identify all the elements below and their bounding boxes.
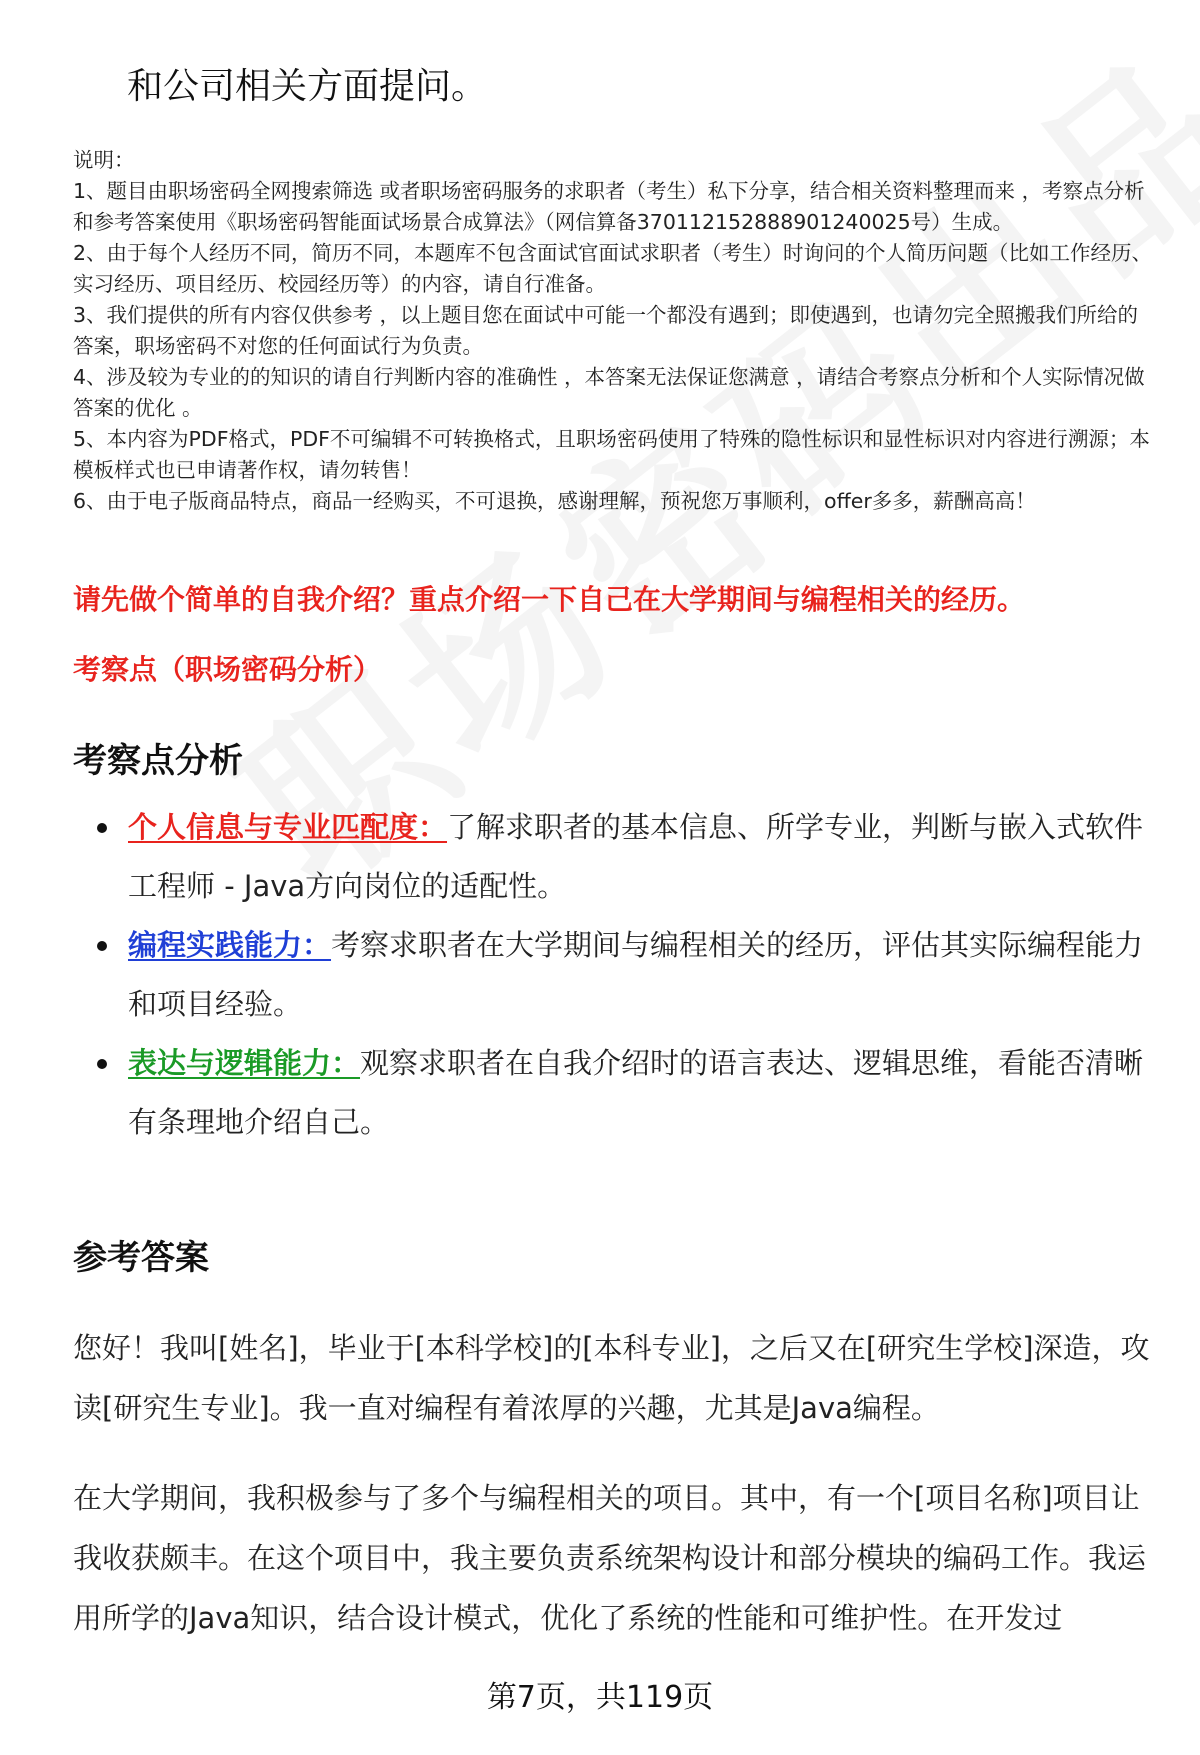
analysis-item-label: 表达与逻辑能力： <box>128 1046 361 1080</box>
bullet-icon <box>97 1059 107 1069</box>
page-number: 第7页，共119页 <box>486 1680 714 1715</box>
answer-paragraph: 在大学期间，我积极参与了多个与编程相关的项目。其中，有一个[项目名称]项目让我收获颇丰。在这个项目中，我主要负责系统架构设计和部分模块的编码工作。我运用所学的Java知识，结合设计模式，优化了系统的性能和可维护性。在开发过 <box>73 1481 1147 1635</box>
answer-paragraph: 您好！我叫[姓名]，毕业于[本科学校]的[本科专业]，之后又在[研究生学校]深造，攻读[研究生专业]。我一直对编程有着浓厚的兴趣，尤其是Java编程。 <box>73 1331 1150 1425</box>
note-item: 1、题目由职场密码全网搜索筛选 或者职场密码服务的求职者（考生）私下分享，结合相关资料整理而来 ，考察点分析和参考答案使用《职场密码智能面试场景合成算法》（网信算备370112152888901240025号）生成。 <box>73 179 1145 234</box>
analysis-item <box>95 798 1160 916</box>
analysis-list <box>95 798 1160 1152</box>
notes-block <box>73 145 1155 517</box>
note-item: 3、我们提供的所有内容仅供参考 ，以上题目您在面试中可能一个都没有遇到；即使遇到，也请勿完全照搬我们所给的答案，职场密码不对您的任何面试行为负责。 <box>73 303 1139 358</box>
notes-heading: 说明： <box>73 148 135 172</box>
note-item: 6、由于电子版商品特点，商品一经购买，不可退换，感谢理解，预祝您万事顺利，offer多多，薪酬高高！ <box>73 489 1036 513</box>
continued-text: 和公司相关方面提问。 <box>127 66 488 107</box>
analysis-subtitle: 考察点（职场密码分析） <box>73 653 382 686</box>
analysis-item-text: 观察求职者在自我介绍时的语言表达、逻辑思维，看能否清晰有条理地介绍自己。 <box>128 1046 1144 1139</box>
bullet-icon <box>97 941 107 951</box>
answer-heading: 参考答案 <box>73 1238 209 1278</box>
note-item: 4、涉及较为专业的的知识的请自行判断内容的准确性 ，本答案无法保证您满意 ，请结合考察点分析和个人实际情况做答案的优化 。 <box>73 365 1145 420</box>
note-item: 2、由于每个人经历不同，简历不同，本题库不包含面试官面试求职者（考生）时询问的个人简历问题（比如工作经历、实习经历、项目经历、校园经历等）的内容，请自行准备。 <box>73 241 1153 296</box>
analysis-item <box>95 916 1160 1034</box>
analysis-heading: 考察点分析 <box>73 741 243 781</box>
answer-body <box>73 1318 1163 1678</box>
analysis-item-text: 考察求职者在大学期间与编程相关的经历，评估其实际编程能力和项目经验。 <box>128 928 1144 1021</box>
analysis-item-label: 编程实践能力： <box>128 928 332 962</box>
analysis-item-label: 个人信息与专业匹配度： <box>128 810 448 844</box>
analysis-item-text: 了解求职者的基本信息、所学专业，判断与嵌入式软件工程师 - Java方向岗位的适配性。 <box>128 810 1144 903</box>
bullet-icon <box>97 823 107 833</box>
interview-question: 请先做个简单的自我介绍？重点介绍一下自己在大学期间与编程相关的经历。 <box>73 583 1026 616</box>
note-item: 5、本内容为PDF格式，PDF不可编辑不可转换格式，且职场密码使用了特殊的隐性标识和显性标识对内容进行溯源；本模板样式也已申请著作权，请勿转售！ <box>73 427 1150 482</box>
analysis-item <box>95 1034 1160 1152</box>
